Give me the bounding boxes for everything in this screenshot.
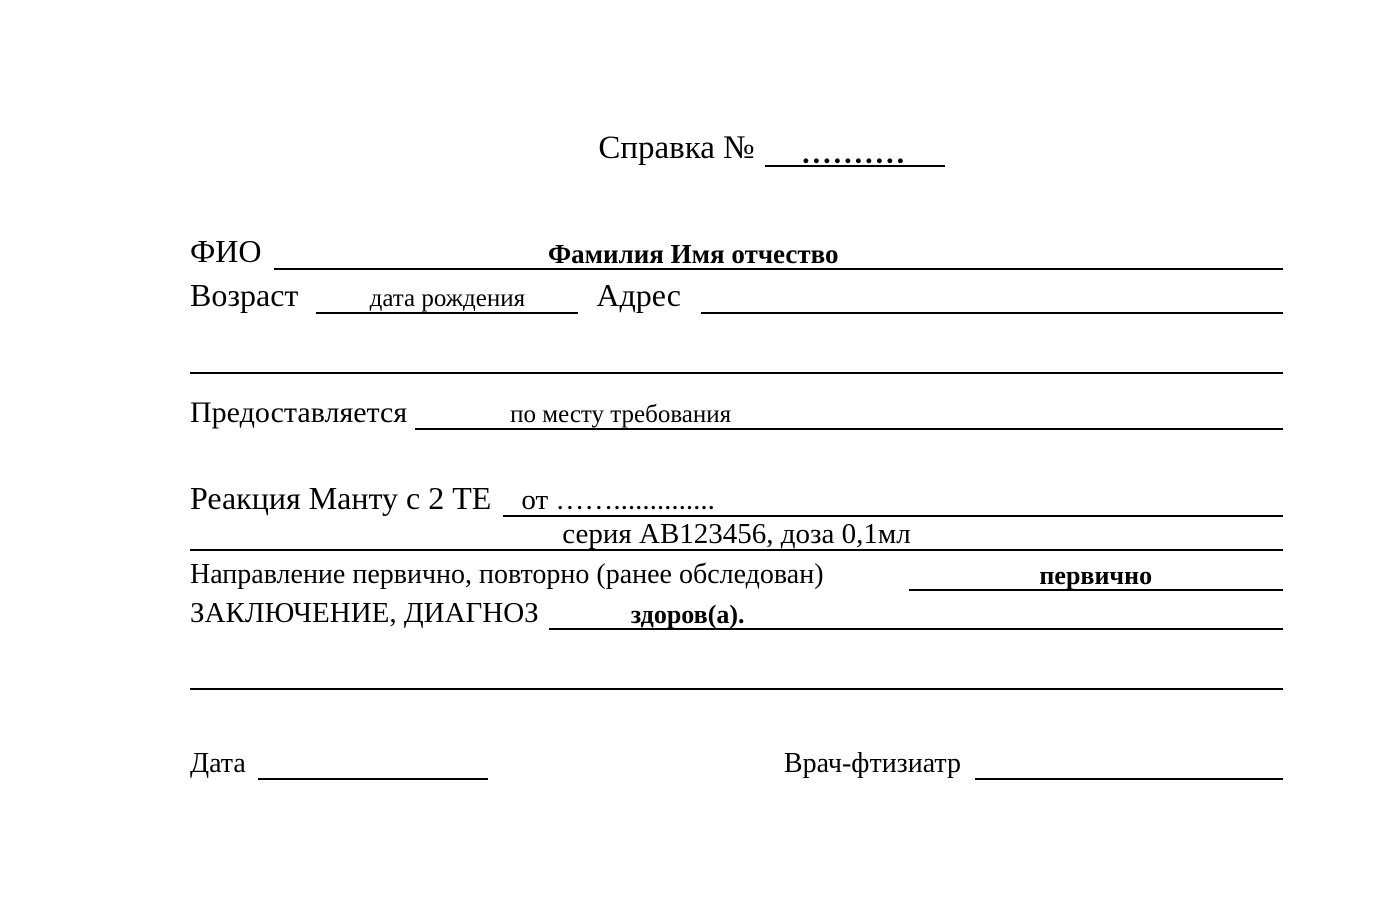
date-field <box>258 752 488 780</box>
certificate-number-value: .......... <box>802 136 908 170</box>
conclusion-field <box>549 601 1283 630</box>
certificate-number-field <box>765 134 945 168</box>
conclusion-label: ЗАКЛЮЧЕНИЕ, ДИАГНОЗ <box>190 597 539 630</box>
direction-value: первично <box>1039 561 1153 591</box>
direction-field <box>909 562 1283 591</box>
mantoux-value: от …….............. <box>521 483 715 516</box>
mantoux-label: Реакция Манту с 2 ТЕ <box>190 480 492 516</box>
direction-label: Направление первично, повторно (ранее обследован) <box>190 559 824 591</box>
conclusion-value: здоров(а). <box>630 600 745 630</box>
direction-row <box>190 559 1283 591</box>
mantoux-row <box>190 480 1283 517</box>
fio-row <box>190 233 1283 270</box>
age-address-row <box>190 277 1283 314</box>
series-value: серия АВ123456, доза 0,1мл <box>562 518 911 550</box>
provided-label: Предоставляется <box>190 396 408 429</box>
provided-field <box>415 400 1283 430</box>
address-label: Адрес <box>596 277 681 313</box>
conclusion-continuation-line <box>190 668 1283 690</box>
series-field <box>190 519 1283 551</box>
age-field <box>316 282 578 314</box>
date-group <box>190 748 488 780</box>
age-label: Возраст <box>190 277 299 313</box>
signature-row <box>190 748 1283 780</box>
age-value: дата рождения <box>369 284 526 312</box>
provided-value: по месту требования <box>510 400 732 428</box>
address-continuation-line <box>190 340 1283 374</box>
series-row <box>190 519 1283 551</box>
provided-row <box>190 396 1283 430</box>
fio-value: Фамилия Имя отчество <box>547 238 839 269</box>
fio-label: ФИО <box>190 233 262 269</box>
doctor-label: Врач-фтизиатр <box>783 748 961 780</box>
doctor-signature-field <box>975 752 1283 780</box>
date-label: Дата <box>190 748 246 780</box>
mantoux-field <box>503 485 1283 517</box>
doc-title: Справка № <box>598 130 755 166</box>
address-field <box>701 282 1283 314</box>
doctor-group <box>784 748 1283 780</box>
title-row <box>260 130 1283 170</box>
fio-field <box>274 238 1284 270</box>
conclusion-row <box>190 597 1283 630</box>
